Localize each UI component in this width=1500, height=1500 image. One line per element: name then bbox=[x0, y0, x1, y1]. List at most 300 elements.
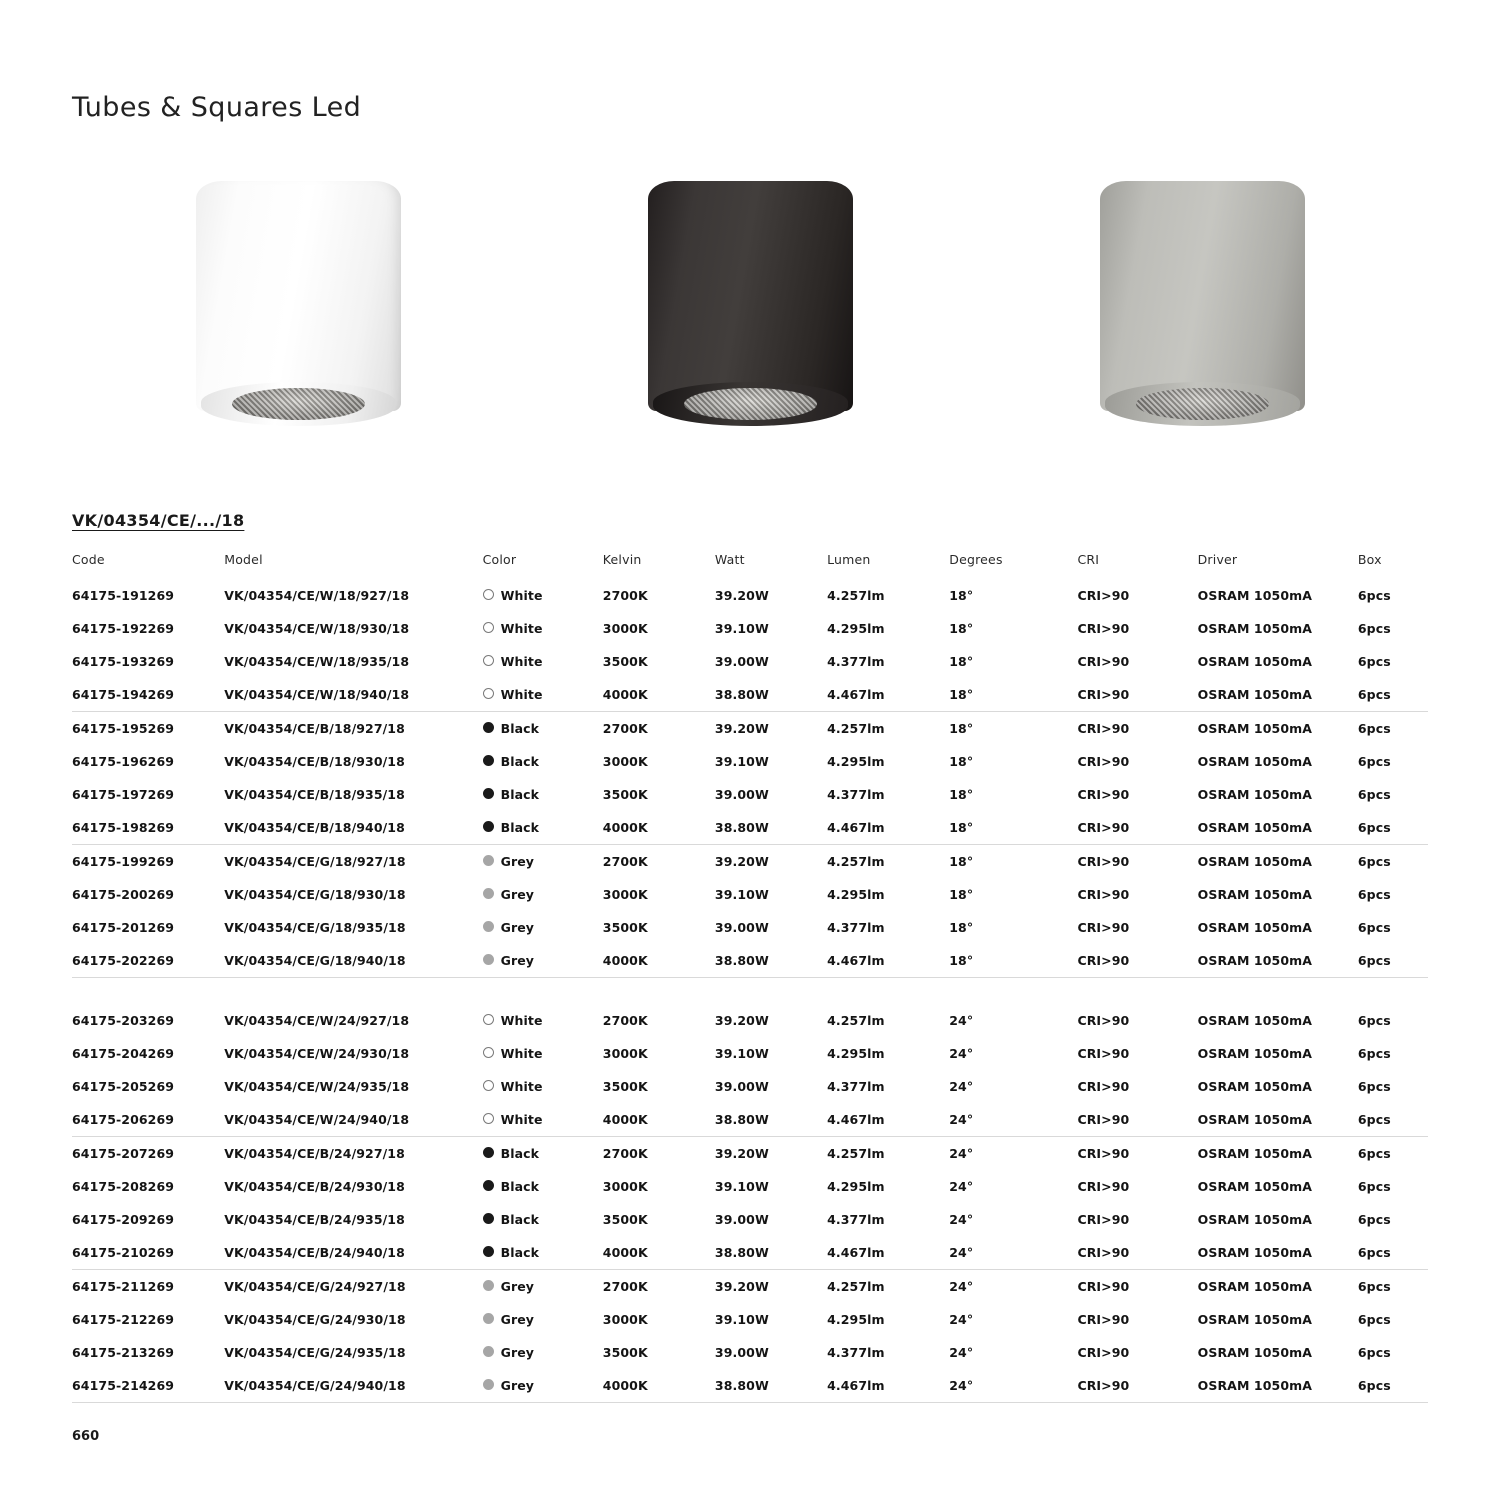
cell-degrees: 18° bbox=[949, 588, 974, 603]
cell-lumen: 4.295lm bbox=[827, 621, 885, 636]
column-header-watt: Watt bbox=[714, 552, 745, 567]
cell-kelvin: 3500K bbox=[602, 1079, 648, 1094]
cell-watt: 39.10W bbox=[714, 1046, 769, 1061]
product-image-white bbox=[72, 181, 524, 426]
cell-box: 6pcs bbox=[1357, 754, 1391, 769]
cell-lumen: 4.377lm bbox=[827, 654, 885, 669]
cell-driver: OSRAM 1050mA bbox=[1198, 811, 1358, 845]
cell-model: VK/04354/CE/G/24/935/18 bbox=[224, 1345, 406, 1360]
cell-watt: 38.80W bbox=[715, 678, 827, 712]
cell-degrees: 24° bbox=[949, 1146, 974, 1161]
cell-driver: OSRAM 1050mA bbox=[1197, 1179, 1313, 1194]
cell-driver: OSRAM 1050mA bbox=[1197, 920, 1313, 935]
cell-driver: OSRAM 1050mA bbox=[1197, 754, 1313, 769]
cell-degrees: 24° bbox=[949, 1013, 974, 1028]
table-row bbox=[72, 712, 1428, 746]
cell-cri: CRI>90 bbox=[1077, 1146, 1130, 1161]
color-swatch-icon bbox=[483, 1379, 494, 1390]
cell-watt: 39.20W bbox=[714, 1013, 769, 1028]
cell-color: Black bbox=[483, 1137, 603, 1171]
cell-box: 6pcs bbox=[1357, 787, 1391, 802]
cell-degrees: 18° bbox=[949, 944, 1077, 978]
column-header-model: Model bbox=[224, 552, 263, 567]
cell-degrees: 24° bbox=[949, 1212, 974, 1227]
table-row bbox=[72, 944, 1428, 978]
cell-lumen: 4.377lm bbox=[827, 920, 885, 935]
cell-box: 6pcs bbox=[1358, 944, 1428, 978]
table-body bbox=[72, 579, 1428, 1403]
cell-lumen: 4.467lm bbox=[827, 944, 949, 978]
cell-code: 64175-200269 bbox=[72, 887, 175, 902]
cell-driver: OSRAM 1050mA bbox=[1197, 854, 1313, 869]
cell-box: 6pcs bbox=[1357, 1345, 1391, 1360]
cell-kelvin: 3500K bbox=[602, 1345, 648, 1360]
cell-driver: OSRAM 1050mA bbox=[1197, 1212, 1313, 1227]
cell-kelvin: 3500K bbox=[602, 1212, 648, 1227]
table-row bbox=[72, 1103, 1428, 1137]
cell-watt: 39.20W bbox=[714, 588, 769, 603]
cell-lumen: 4.467lm bbox=[827, 1236, 949, 1270]
cell-kelvin: 3000K bbox=[602, 887, 648, 902]
cell-code: 64175-207269 bbox=[72, 1146, 175, 1161]
cell-watt: 39.00W bbox=[714, 654, 769, 669]
cell-degrees: 18° bbox=[949, 920, 974, 935]
cell-model: VK/04354/CE/B/24/935/18 bbox=[224, 1212, 405, 1227]
color-swatch-icon bbox=[483, 1346, 494, 1357]
cell-model: VK/04354/CE/W/24/940/18 bbox=[224, 1103, 482, 1137]
cell-kelvin: 3000K bbox=[602, 754, 648, 769]
cell-cri: CRI>90 bbox=[1077, 1369, 1197, 1403]
cell-cri: CRI>90 bbox=[1077, 1079, 1130, 1094]
color-swatch-icon bbox=[483, 722, 494, 733]
cell-code: 64175-206269 bbox=[72, 1103, 224, 1137]
cell-cri: CRI>90 bbox=[1077, 854, 1130, 869]
color-swatch-icon bbox=[483, 655, 494, 666]
table-row bbox=[72, 645, 1428, 678]
cell-degrees: 18° bbox=[949, 787, 974, 802]
cell-code: 64175-191269 bbox=[72, 588, 175, 603]
cell-color: Black bbox=[483, 712, 603, 746]
cell-cri: CRI>90 bbox=[1077, 1179, 1130, 1194]
color-swatch-icon bbox=[483, 1280, 494, 1291]
cell-color: White bbox=[483, 612, 603, 645]
cell-watt: 38.80W bbox=[715, 811, 827, 845]
cell-kelvin: 3000K bbox=[602, 1312, 648, 1327]
cell-cri: CRI>90 bbox=[1077, 920, 1130, 935]
table-header bbox=[72, 544, 1428, 579]
cell-degrees: 18° bbox=[949, 721, 974, 736]
cell-driver: OSRAM 1050mA bbox=[1197, 654, 1313, 669]
cell-cri: CRI>90 bbox=[1077, 1279, 1130, 1294]
cell-watt: 39.10W bbox=[714, 1179, 769, 1194]
cell-cri: CRI>90 bbox=[1077, 621, 1130, 636]
cell-color: Black bbox=[483, 1203, 603, 1236]
cell-watt: 39.10W bbox=[714, 1312, 769, 1327]
cell-degrees: 24° bbox=[949, 1236, 1077, 1270]
cell-kelvin: 3000K bbox=[602, 621, 648, 636]
cell-model: VK/04354/CE/B/18/935/18 bbox=[224, 787, 405, 802]
cell-lumen: 4.377lm bbox=[827, 1212, 885, 1227]
cell-code: 64175-212269 bbox=[72, 1312, 175, 1327]
cell-model: VK/04354/CE/G/24/930/18 bbox=[224, 1312, 406, 1327]
cell-driver: OSRAM 1050mA bbox=[1197, 887, 1313, 902]
cell-code: 64175-196269 bbox=[72, 754, 175, 769]
cell-kelvin: 2700K bbox=[602, 721, 648, 736]
cell-code: 64175-208269 bbox=[72, 1179, 175, 1194]
cell-box: 6pcs bbox=[1357, 1079, 1391, 1094]
cell-kelvin: 3500K bbox=[602, 920, 648, 935]
cell-cri: CRI>90 bbox=[1077, 1236, 1197, 1270]
cell-model: VK/04354/CE/G/18/940/18 bbox=[224, 944, 482, 978]
color-swatch-icon bbox=[483, 1047, 494, 1058]
cell-model: VK/04354/CE/W/18/927/18 bbox=[224, 588, 410, 603]
cell-kelvin: 2700K bbox=[602, 1279, 648, 1294]
table-row bbox=[72, 911, 1428, 944]
cell-color: White bbox=[483, 1037, 603, 1070]
cell-box: 6pcs bbox=[1357, 854, 1391, 869]
cell-lumen: 4.295lm bbox=[827, 754, 885, 769]
table-row bbox=[72, 845, 1428, 879]
color-swatch-icon bbox=[483, 888, 494, 899]
cell-cri: CRI>90 bbox=[1077, 811, 1197, 845]
cell-kelvin: 4000K bbox=[603, 1103, 715, 1137]
color-swatch-icon bbox=[483, 855, 494, 866]
color-swatch-icon bbox=[483, 688, 494, 699]
cell-cri: CRI>90 bbox=[1077, 1212, 1130, 1227]
color-swatch-icon bbox=[483, 921, 494, 932]
cell-model: VK/04354/CE/G/18/927/18 bbox=[224, 854, 406, 869]
cell-degrees: 24° bbox=[949, 1345, 974, 1360]
cell-box: 6pcs bbox=[1358, 1369, 1428, 1403]
cell-lumen: 4.377lm bbox=[827, 1079, 885, 1094]
cell-driver: OSRAM 1050mA bbox=[1197, 1345, 1313, 1360]
cell-code: 64175-198269 bbox=[72, 811, 224, 845]
tube-led-black-figure bbox=[648, 181, 853, 426]
color-swatch-icon bbox=[483, 755, 494, 766]
cell-cri: CRI>90 bbox=[1077, 678, 1197, 712]
cell-kelvin: 4000K bbox=[603, 678, 715, 712]
cell-cri: CRI>90 bbox=[1077, 754, 1130, 769]
cell-box: 6pcs bbox=[1357, 621, 1391, 636]
cell-model: VK/04354/CE/G/18/930/18 bbox=[224, 887, 406, 902]
lamp-body bbox=[196, 181, 401, 411]
cell-box: 6pcs bbox=[1357, 920, 1391, 935]
cell-box: 6pcs bbox=[1357, 721, 1391, 736]
product-image-black bbox=[524, 181, 976, 426]
color-swatch-icon bbox=[483, 954, 494, 965]
cell-color: Grey bbox=[483, 1336, 603, 1369]
cell-box: 6pcs bbox=[1358, 1103, 1428, 1137]
cell-driver: OSRAM 1050mA bbox=[1197, 1013, 1313, 1028]
cell-degrees: 18° bbox=[949, 678, 1077, 712]
cell-lumen: 4.377lm bbox=[827, 787, 885, 802]
cell-lumen: 4.257lm bbox=[827, 1146, 885, 1161]
cell-kelvin: 2700K bbox=[602, 1146, 648, 1161]
cell-lumen: 4.467lm bbox=[827, 678, 949, 712]
cell-cri: CRI>90 bbox=[1077, 944, 1197, 978]
cell-model: VK/04354/CE/W/18/930/18 bbox=[224, 621, 410, 636]
cell-watt: 39.20W bbox=[714, 1146, 769, 1161]
cell-lumen: 4.467lm bbox=[827, 811, 949, 845]
color-swatch-icon bbox=[483, 821, 494, 832]
table-row bbox=[72, 612, 1428, 645]
cell-kelvin: 2700K bbox=[602, 588, 648, 603]
table-row bbox=[72, 1037, 1428, 1070]
cell-code: 64175-210269 bbox=[72, 1236, 224, 1270]
cell-model: VK/04354/CE/G/24/940/18 bbox=[224, 1369, 482, 1403]
cell-driver: OSRAM 1050mA bbox=[1197, 1046, 1313, 1061]
cell-box: 6pcs bbox=[1357, 1046, 1391, 1061]
cell-model: VK/04354/CE/W/18/935/18 bbox=[224, 654, 410, 669]
color-swatch-icon bbox=[483, 1147, 494, 1158]
cell-watt: 39.00W bbox=[714, 1079, 769, 1094]
column-header-box: Box bbox=[1357, 552, 1382, 567]
cell-code: 64175-204269 bbox=[72, 1046, 175, 1061]
cell-kelvin: 2700K bbox=[602, 1013, 648, 1028]
cell-degrees: 18° bbox=[949, 854, 974, 869]
cell-degrees: 24° bbox=[949, 1046, 974, 1061]
cell-code: 64175-193269 bbox=[72, 654, 175, 669]
table-row bbox=[72, 1236, 1428, 1270]
product-image-grey bbox=[976, 181, 1428, 426]
cell-model: VK/04354/CE/G/18/935/18 bbox=[224, 920, 406, 935]
cell-code: 64175-203269 bbox=[72, 1013, 175, 1028]
lamp-body bbox=[648, 181, 853, 411]
cell-kelvin: 3000K bbox=[602, 1046, 648, 1061]
cell-lumen: 4.257lm bbox=[827, 721, 885, 736]
cell-box: 6pcs bbox=[1357, 887, 1391, 902]
column-header-color: Color bbox=[482, 552, 517, 567]
cell-box: 6pcs bbox=[1357, 1279, 1391, 1294]
color-swatch-icon bbox=[483, 1080, 494, 1091]
cell-color: Black bbox=[483, 1236, 603, 1270]
cell-color: White bbox=[483, 1070, 603, 1103]
cell-degrees: 18° bbox=[949, 811, 1077, 845]
cell-box: 6pcs bbox=[1357, 588, 1391, 603]
page-title: Tubes & Squares Led bbox=[72, 92, 362, 123]
column-header-driver: Driver bbox=[1197, 552, 1238, 567]
cell-driver: OSRAM 1050mA bbox=[1197, 1312, 1313, 1327]
cell-color: White bbox=[483, 579, 603, 612]
table-row bbox=[72, 579, 1428, 612]
cell-kelvin: 4000K bbox=[603, 1236, 715, 1270]
cell-watt: 38.80W bbox=[715, 1236, 827, 1270]
cell-degrees: 24° bbox=[949, 1179, 974, 1194]
cell-kelvin: 4000K bbox=[603, 1369, 715, 1403]
table-row bbox=[72, 1137, 1428, 1171]
table-row bbox=[72, 1369, 1428, 1403]
color-swatch-icon bbox=[483, 1014, 494, 1025]
cell-code: 64175-211269 bbox=[72, 1279, 175, 1294]
cell-degrees: 18° bbox=[949, 654, 974, 669]
color-swatch-icon bbox=[483, 1213, 494, 1224]
table-row bbox=[72, 778, 1428, 811]
cell-color: Black bbox=[483, 778, 603, 811]
cell-code: 64175-201269 bbox=[72, 920, 175, 935]
cell-driver: OSRAM 1050mA bbox=[1198, 1369, 1358, 1403]
color-swatch-icon bbox=[483, 622, 494, 633]
cell-watt: 39.00W bbox=[714, 920, 769, 935]
cell-degrees: 18° bbox=[949, 887, 974, 902]
cell-code: 64175-209269 bbox=[72, 1212, 175, 1227]
cell-driver: OSRAM 1050mA bbox=[1197, 1146, 1313, 1161]
cell-color: Grey bbox=[483, 1369, 603, 1403]
cell-model: VK/04354/CE/B/18/940/18 bbox=[224, 811, 482, 845]
cell-degrees: 24° bbox=[949, 1079, 974, 1094]
lamp-reflector bbox=[232, 388, 365, 420]
cell-color: White bbox=[483, 678, 603, 712]
cell-cri: CRI>90 bbox=[1077, 654, 1130, 669]
cell-code: 64175-202269 bbox=[72, 944, 224, 978]
cell-code: 64175-194269 bbox=[72, 678, 224, 712]
cell-kelvin: 2700K bbox=[602, 854, 648, 869]
cell-cri: CRI>90 bbox=[1077, 721, 1130, 736]
cell-watt: 38.80W bbox=[715, 1369, 827, 1403]
cell-driver: OSRAM 1050mA bbox=[1197, 787, 1313, 802]
cell-lumen: 4.467lm bbox=[827, 1103, 949, 1137]
cell-color: Grey bbox=[483, 1270, 603, 1304]
cell-box: 6pcs bbox=[1357, 1212, 1391, 1227]
cell-cri: CRI>90 bbox=[1077, 1013, 1130, 1028]
cell-driver: OSRAM 1050mA bbox=[1198, 1236, 1358, 1270]
cell-lumen: 4.295lm bbox=[827, 1046, 885, 1061]
lamp-body bbox=[1100, 181, 1305, 411]
product-spec-table bbox=[72, 544, 1428, 1403]
cell-kelvin: 3500K bbox=[602, 654, 648, 669]
color-swatch-icon bbox=[483, 788, 494, 799]
cell-driver: OSRAM 1050mA bbox=[1197, 1079, 1313, 1094]
cell-watt: 39.20W bbox=[714, 854, 769, 869]
cell-lumen: 4.257lm bbox=[827, 854, 885, 869]
cell-lumen: 4.467lm bbox=[827, 1369, 949, 1403]
table-row bbox=[72, 1203, 1428, 1236]
cell-lumen: 4.257lm bbox=[827, 588, 885, 603]
cell-lumen: 4.257lm bbox=[827, 1279, 885, 1294]
cell-cri: CRI>90 bbox=[1077, 787, 1130, 802]
cell-watt: 39.10W bbox=[714, 621, 769, 636]
cell-box: 6pcs bbox=[1358, 678, 1428, 712]
cell-model: VK/04354/CE/B/18/930/18 bbox=[224, 754, 405, 769]
family-code: VK/04354/CE/.../18 bbox=[72, 511, 245, 530]
cell-driver: OSRAM 1050mA bbox=[1197, 1279, 1313, 1294]
lamp-reflector bbox=[1136, 388, 1269, 420]
color-swatch-icon bbox=[483, 589, 494, 600]
table-row bbox=[72, 745, 1428, 778]
cell-box: 6pcs bbox=[1358, 1236, 1428, 1270]
column-header-cri: CRI bbox=[1077, 552, 1100, 567]
cell-model: VK/04354/CE/B/24/940/18 bbox=[224, 1236, 482, 1270]
cell-model: VK/04354/CE/B/24/930/18 bbox=[224, 1179, 405, 1194]
cell-watt: 39.10W bbox=[714, 754, 769, 769]
table-row bbox=[72, 1270, 1428, 1304]
cell-box: 6pcs bbox=[1357, 1146, 1391, 1161]
cell-color: White bbox=[483, 645, 603, 678]
cell-color: Grey bbox=[483, 911, 603, 944]
cell-kelvin: 3000K bbox=[602, 1179, 648, 1194]
cell-model: VK/04354/CE/G/24/927/18 bbox=[224, 1279, 406, 1294]
cell-color: Grey bbox=[483, 845, 603, 879]
product-image-row bbox=[72, 181, 1428, 451]
cell-kelvin: 3500K bbox=[602, 787, 648, 802]
column-header-degrees: Degrees bbox=[949, 552, 1003, 567]
cell-code: 64175-195269 bbox=[72, 721, 175, 736]
cell-code: 64175-213269 bbox=[72, 1345, 175, 1360]
cell-watt: 39.20W bbox=[714, 1279, 769, 1294]
cell-driver: OSRAM 1050mA bbox=[1198, 944, 1358, 978]
cell-driver: OSRAM 1050mA bbox=[1197, 721, 1313, 736]
cell-degrees: 18° bbox=[949, 754, 974, 769]
table-header-row bbox=[72, 544, 1428, 579]
cell-cri: CRI>90 bbox=[1077, 1103, 1197, 1137]
cell-watt: 39.00W bbox=[714, 1212, 769, 1227]
table-group-spacer bbox=[72, 978, 1428, 1005]
cell-degrees: 24° bbox=[949, 1312, 974, 1327]
tube-led-grey-figure bbox=[1100, 181, 1305, 426]
cell-color: Grey bbox=[483, 944, 603, 978]
cell-color: Grey bbox=[483, 1303, 603, 1336]
cell-model: VK/04354/CE/W/24/927/18 bbox=[224, 1013, 410, 1028]
table-row bbox=[72, 1336, 1428, 1369]
cell-color: Black bbox=[483, 811, 603, 845]
cell-driver: OSRAM 1050mA bbox=[1198, 678, 1358, 712]
cell-driver: OSRAM 1050mA bbox=[1197, 621, 1313, 636]
cell-model: VK/04354/CE/W/24/930/18 bbox=[224, 1046, 410, 1061]
cell-box: 6pcs bbox=[1358, 811, 1428, 845]
cell-model: VK/04354/CE/W/18/940/18 bbox=[224, 678, 482, 712]
table-row bbox=[72, 678, 1428, 712]
table-row bbox=[72, 1004, 1428, 1037]
cell-color: Black bbox=[483, 1170, 603, 1203]
cell-degrees: 24° bbox=[949, 1279, 974, 1294]
table-row bbox=[72, 1170, 1428, 1203]
table-row bbox=[72, 1303, 1428, 1336]
lamp-reflector bbox=[684, 388, 817, 420]
cell-watt: 39.20W bbox=[714, 721, 769, 736]
cell-box: 6pcs bbox=[1357, 654, 1391, 669]
color-swatch-icon bbox=[483, 1180, 494, 1191]
column-header-lumen: Lumen bbox=[827, 552, 871, 567]
cell-kelvin: 4000K bbox=[603, 811, 715, 845]
cell-watt: 39.10W bbox=[714, 887, 769, 902]
cell-model: VK/04354/CE/B/18/927/18 bbox=[224, 721, 405, 736]
cell-model: VK/04354/CE/W/24/935/18 bbox=[224, 1079, 410, 1094]
cell-degrees: 24° bbox=[949, 1369, 1077, 1403]
cell-lumen: 4.257lm bbox=[827, 1013, 885, 1028]
color-swatch-icon bbox=[483, 1246, 494, 1257]
cell-driver: OSRAM 1050mA bbox=[1198, 1103, 1358, 1137]
cell-watt: 39.00W bbox=[714, 787, 769, 802]
cell-driver: OSRAM 1050mA bbox=[1197, 588, 1313, 603]
cell-color: White bbox=[483, 1004, 603, 1037]
column-header-kelvin: Kelvin bbox=[602, 552, 642, 567]
cell-color: Black bbox=[483, 745, 603, 778]
cell-cri: CRI>90 bbox=[1077, 1312, 1130, 1327]
cell-degrees: 18° bbox=[949, 621, 974, 636]
cell-color: Grey bbox=[483, 878, 603, 911]
cell-box: 6pcs bbox=[1357, 1312, 1391, 1327]
cell-watt: 38.80W bbox=[715, 944, 827, 978]
table-row bbox=[72, 878, 1428, 911]
cell-lumen: 4.295lm bbox=[827, 1179, 885, 1194]
color-swatch-icon bbox=[483, 1313, 494, 1324]
cell-code: 64175-199269 bbox=[72, 854, 175, 869]
color-swatch-icon bbox=[483, 1113, 494, 1124]
cell-code: 64175-192269 bbox=[72, 621, 175, 636]
cell-cri: CRI>90 bbox=[1077, 887, 1130, 902]
cell-watt: 38.80W bbox=[715, 1103, 827, 1137]
cell-lumen: 4.295lm bbox=[827, 1312, 885, 1327]
cell-watt: 39.00W bbox=[714, 1345, 769, 1360]
